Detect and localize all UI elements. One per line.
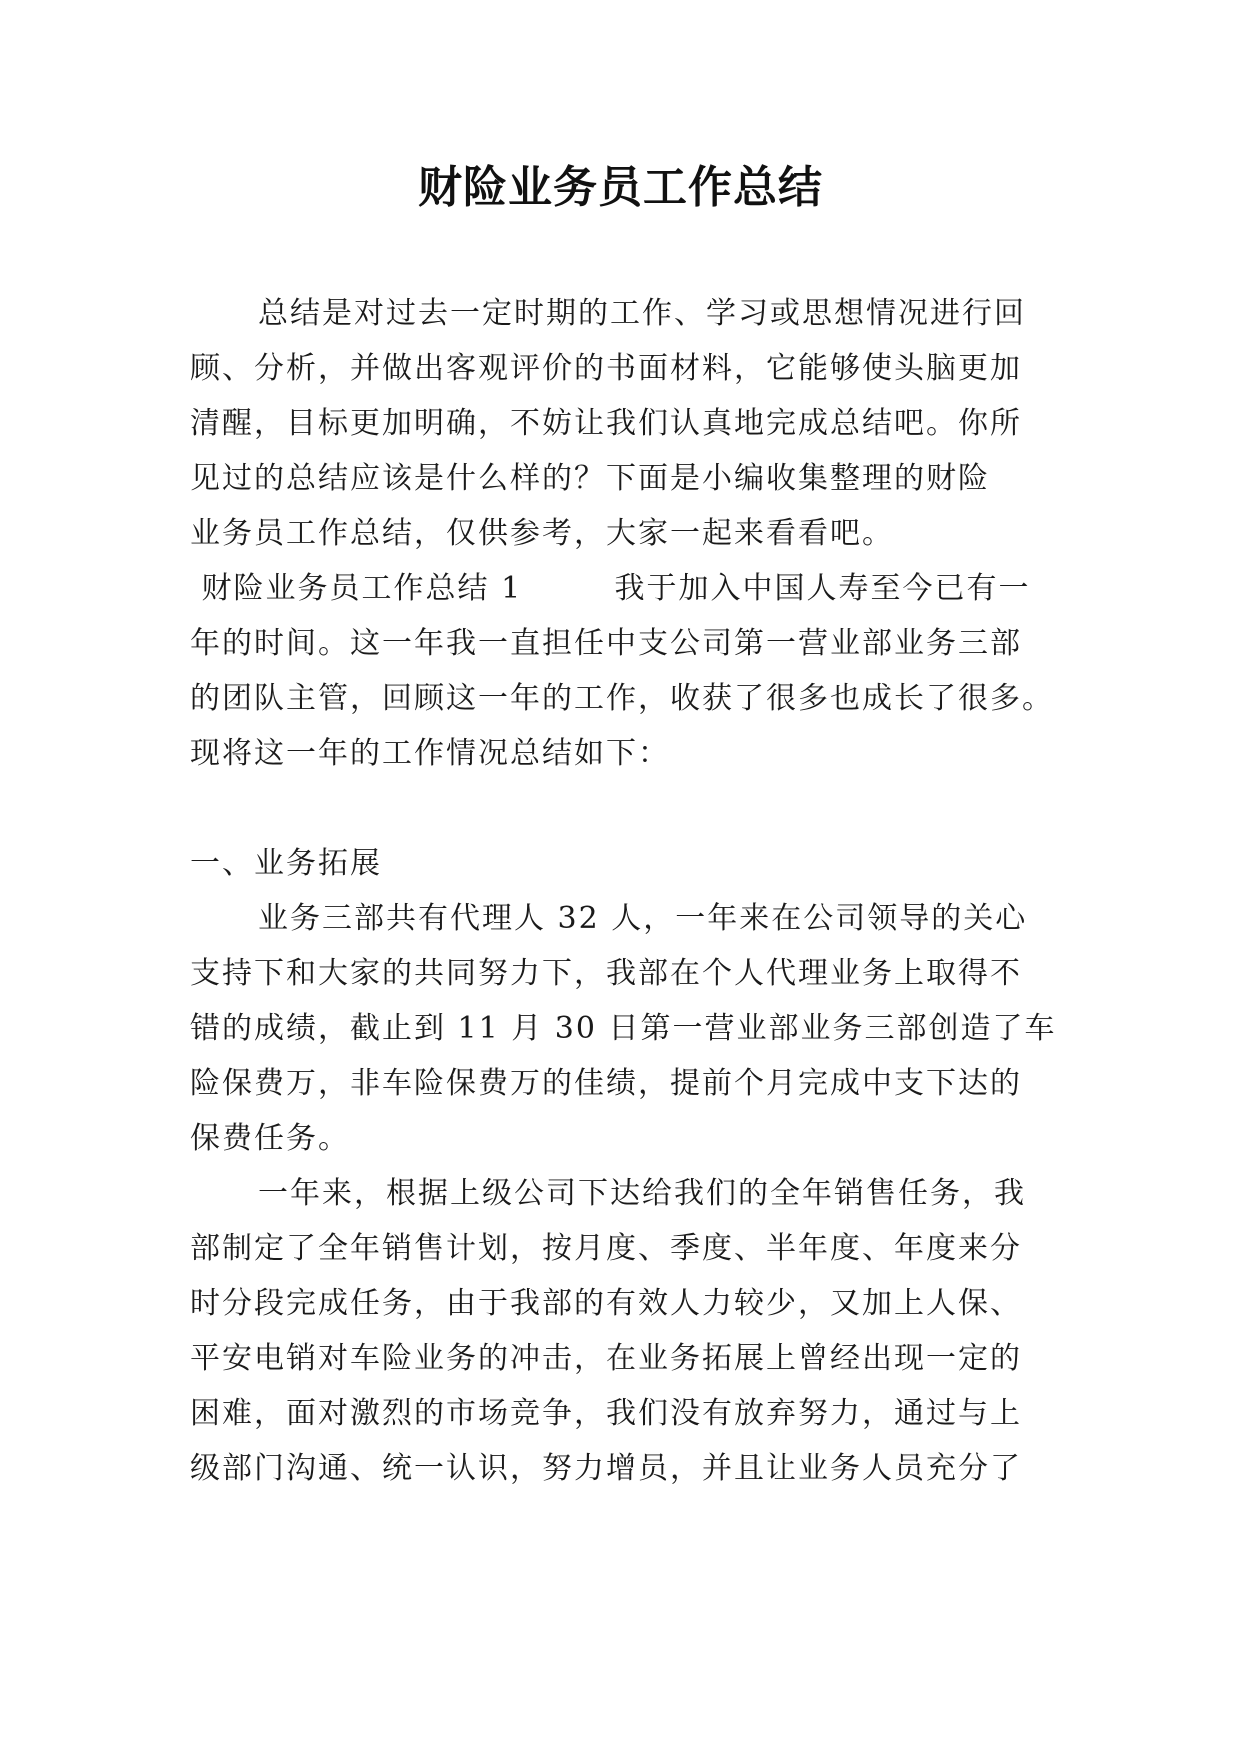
document-title: 财险业务员工作总结 [418,162,823,213]
text-line: 总结是对过去一定时期的工作、学习或思想情况进行回 [258,296,1026,331]
text-line: 顾、分析，并做出客观评价的书面材料，它能够使头脑更加 [190,351,1022,386]
section-1-opening [190,561,1060,781]
text-line: 见过的总结应该是什么样的？下面是小编收集整理的财险 [190,461,990,496]
text-line: 时分段完成任务，由于我部的有效人力较少，又加上人保、 [190,1286,1022,1321]
text-line: 业务员工作总结，仅供参考，大家一起来看看吧。 [190,516,894,551]
text-line: 困难，面对激烈的市场竞争，我们没有放弃努力，通过与上 [190,1396,1022,1431]
text-line: 年的时间。这一年我一直担任中支公司第一营业部业务三部 [190,626,1022,661]
text-line: 保费任务。 [190,1121,350,1156]
text-line: 财险业务员工作总结 1 我于加入中国人寿至今已有一 [190,571,1031,606]
text-line: 现将这一年的工作情况总结如下： [190,736,670,771]
paragraph-business-results [190,891,1060,1166]
document-body [190,286,1060,1496]
intro-paragraph [190,286,1060,561]
text-line: 的团队主管，回顾这一年的工作，收获了很多也成长了很多。 [190,681,1054,716]
text-line: 业务三部共有代理人 32 人，一年来在公司领导的关心 [258,901,1028,936]
text-line: 平安电销对车险业务的冲击，在业务拓展上曾经出现一定的 [190,1341,1022,1376]
paragraph-gap [190,781,1060,836]
text-line: 部制定了全年销售计划，按月度、季度、半年度、年度来分 [190,1231,1022,1266]
text-line: 险保费万，非车险保费万的佳绩，提前个月完成中支下达的 [190,1066,1022,1101]
text-line: 错的成绩，截止到 11 月 30 日第一营业部业务三部创造了车 [190,1011,1057,1046]
paragraph-sales-plan [190,1166,1060,1496]
text-line: 清醒，目标更加明确，不妨让我们认真地完成总结吧。你所 [190,406,1022,441]
text-line: 支持下和大家的共同努力下，我部在个人代理业务上取得不 [190,956,1022,991]
section-heading: 一、业务拓展 [190,846,382,881]
text-line: 一年来，根据上级公司下达给我们的全年销售任务，我 [258,1176,1026,1211]
text-line: 级部门沟通、统一认识，努力增员，并且让业务人员充分了 [190,1451,1022,1486]
